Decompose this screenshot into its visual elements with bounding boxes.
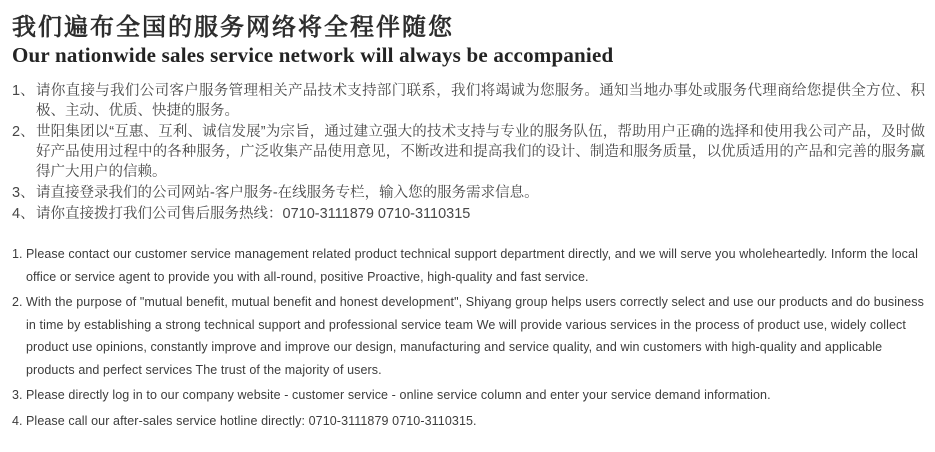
list-marker: 1、 bbox=[12, 83, 35, 99]
list-text: 请直接登录我们的公司网站-客户服务-在线服务专栏，输入您的服务需求信息。 bbox=[36, 185, 539, 201]
list-text: Please directly log in to our company website - customer service - online service column and enter your service demand information. bbox=[26, 388, 771, 402]
list-text: 世阳集团以“互惠、互利、诚信发展”为宗旨，通过建立强大的技术支持与专业的服务队伍，帮助用户正确的选择和使用我公司产品，及时做好产品使用过程中的各种服务，广泛收集产品使用意见，不断改进和提高我们的设计、制造和服务质量，以优质适用的产品和完善的服务赢得广大用户的信赖。 bbox=[36, 124, 925, 180]
list-item bbox=[12, 183, 925, 203]
list-text-hotline: 请你直接拨打我们公司售后服务热线：0710-3111879 0710-3110315 bbox=[36, 206, 471, 222]
list-text: With the purpose of "mutual benefit, mutual benefit and honest development", Shiyang group helps users correctly select and use our products and do business in time by establishing a strong technical support and professional service team We will provide various services in the process of product use, widely collect product use opinions, constantly improve and improve our design, manufacturing and service quality, and win customers with high-quality and applicable products and perfect services The trust of the majority of users. bbox=[26, 295, 924, 377]
page-title-chinese: 我们遍布全国的服务网络将全程伴随您 bbox=[12, 14, 454, 41]
list-text: 请你直接与我们公司客户服务管理相关产品技术支持部门联系，我们将竭诚为您服务。通知当地办事处或服务代理商给您提供全方位、积极、主动、优质、快捷的服务。 bbox=[36, 83, 925, 119]
list-item bbox=[12, 243, 925, 288]
list-marker: 4. bbox=[12, 413, 23, 428]
list-text-hotline: Please call our after-sales service hotline directly: 0710-3111879 0710-3110315. bbox=[26, 413, 477, 428]
list-marker: 1. bbox=[12, 247, 23, 261]
list-marker: 3. bbox=[12, 388, 23, 402]
list-item bbox=[12, 384, 925, 407]
list-item bbox=[12, 291, 925, 381]
english-service-list bbox=[12, 243, 925, 432]
list-marker: 2. bbox=[12, 295, 23, 309]
list-item bbox=[12, 81, 925, 121]
list-item bbox=[12, 410, 925, 433]
list-text: Please contact our customer service management related product technical support department directly, and we will serve you wholeheartedly. Inform the local office or service agent to provide you with all-round, positive Proactive, high-quality and fast service. bbox=[26, 247, 918, 284]
list-marker: 3、 bbox=[12, 185, 35, 201]
chinese-service-list bbox=[12, 81, 925, 224]
list-item bbox=[12, 204, 925, 224]
page-title-english: Our nationwide sales service network will always be accompanied bbox=[12, 43, 614, 67]
list-marker: 2、 bbox=[12, 124, 35, 140]
list-marker: 4、 bbox=[12, 206, 35, 222]
list-item bbox=[12, 122, 925, 182]
